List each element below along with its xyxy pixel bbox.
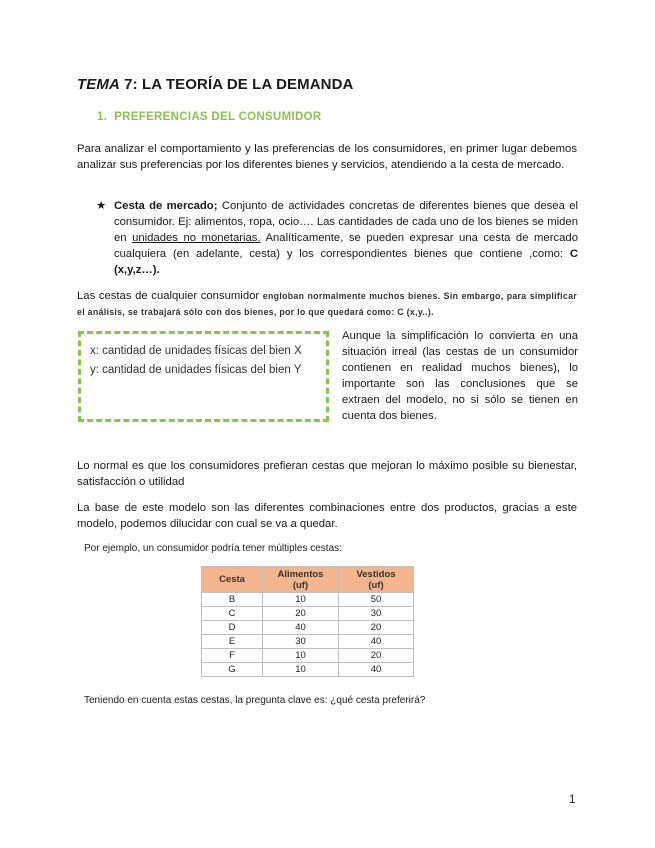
bullet-text xyxy=(114,198,578,278)
example-intro: Por ejemplo, un consumidor podría tener múltiples cestas: xyxy=(84,543,342,554)
cell-alimentos: 20 xyxy=(263,607,339,621)
cell-vestidos: 20 xyxy=(339,649,414,663)
header-alimentos xyxy=(263,567,339,593)
bullet-cesta-mercado xyxy=(96,198,578,278)
cell-cesta: E xyxy=(202,635,263,649)
side-note: Aunque la simplificación lo convierta en una situación irreal (las cestas de un consumidor contienen en realidad muchos bienes), lo importante son las conclusiones que se extraen del modelo, no si sólo se tienen en cuenta dos bienes. xyxy=(342,330,578,422)
definition-x: x: cantidad de unidades físicas del bien X xyxy=(90,345,302,357)
definitions-box xyxy=(78,331,329,422)
cell-vestidos: 20 xyxy=(339,621,414,635)
cell-vestidos: 30 xyxy=(339,607,414,621)
cell-cesta: C xyxy=(202,607,263,621)
cell-alimentos: 10 xyxy=(263,663,339,677)
bullet-text-b: Analíticamente, se pueden expresar una cesta de mercado cualquiera (en adelante, cesta) y los correspondientes bienes que contiene ,como: xyxy=(114,232,578,260)
bullet-formula: C (x,y,z…). xyxy=(114,248,578,276)
title-prefix: TEMA xyxy=(77,76,120,93)
header-vestidos-1: Vestidos xyxy=(356,568,396,580)
definition-y: y: cantidad de unidades físicas del bien Y xyxy=(90,364,302,376)
cell-cesta: F xyxy=(202,649,263,663)
cell-alimentos: 30 xyxy=(263,635,339,649)
paragraph-model-basis: La base de este modelo son las diferentes combinaciones entre dos productos, gracias a este modelo, podemos dilucidar con cual se va a quedar. xyxy=(77,502,577,530)
table-header-row xyxy=(202,567,414,593)
header-vestidos xyxy=(339,567,414,593)
cell-cesta: G xyxy=(202,663,263,677)
cell-vestidos: 40 xyxy=(339,663,414,677)
table-row xyxy=(202,649,414,663)
cell-alimentos: 10 xyxy=(263,649,339,663)
section-label: PREFERENCIAS DEL CONSUMIDOR xyxy=(114,111,322,123)
paragraph-preferences: Lo normal es que los consumidores prefieran cestas que mejoran lo máximo posible su bienestar, satisfacción o utilidad xyxy=(77,460,577,488)
paragraph-intro: Para analizar el comportamiento y las preferencias de los consumidores, en primer lugar debemos analizar sus preferencias por los diferentes bienes y servicios, atendiendo a la cesta de mercado. xyxy=(77,143,577,171)
bullet-text-a: Conjunto de actividades concretas de diferentes bienes que desea el consumidor. Ej: alimentos, ropa, ocio…. Las cantidades de cada uno de los bienes se miden en xyxy=(114,200,578,244)
cell-cesta: B xyxy=(202,593,263,607)
cestas-table xyxy=(201,566,414,677)
header-alimentos-1: Alimentos xyxy=(277,568,324,580)
cell-alimentos: 10 xyxy=(263,593,339,607)
paragraph2-small: engloban normalmente muchos bienes. Sin embargo, para simplificar el análisis, se trabajará sólo con dos bienes, por lo que quedará como: C (x,y..). xyxy=(77,291,577,317)
table-row xyxy=(202,621,414,635)
bullet-term: Cesta de mercado; xyxy=(114,200,218,212)
paragraph2-normal: Las cestas de cualquier consumidor xyxy=(77,290,263,302)
title-suffix: 7: LA TEORÍA DE LA DEMANDA xyxy=(119,76,354,93)
section-heading xyxy=(97,111,321,123)
cell-vestidos: 50 xyxy=(339,593,414,607)
header-cesta: Cesta xyxy=(202,567,263,593)
cell-alimentos: 40 xyxy=(263,621,339,635)
page-number: 1 xyxy=(569,794,576,806)
cell-cesta: D xyxy=(202,621,263,635)
page-title xyxy=(77,76,353,93)
key-question: Teniendo en cuenta estas cestas, la pregunta clave es: ¿qué cesta preferirá? xyxy=(84,695,426,706)
cell-vestidos: 40 xyxy=(339,635,414,649)
section-number: 1. xyxy=(97,111,108,123)
header-vestidos-2: (uf) xyxy=(368,579,384,591)
bullet-underlined: unidades no monetarias. xyxy=(132,232,261,244)
table-row xyxy=(202,593,414,607)
paragraph-simplification xyxy=(77,288,577,320)
table-row xyxy=(202,607,414,621)
header-alimentos-2: (uf) xyxy=(292,579,309,591)
star-bullet-icon: ★ xyxy=(96,200,107,212)
table-row xyxy=(202,663,414,677)
table-row xyxy=(202,635,414,649)
